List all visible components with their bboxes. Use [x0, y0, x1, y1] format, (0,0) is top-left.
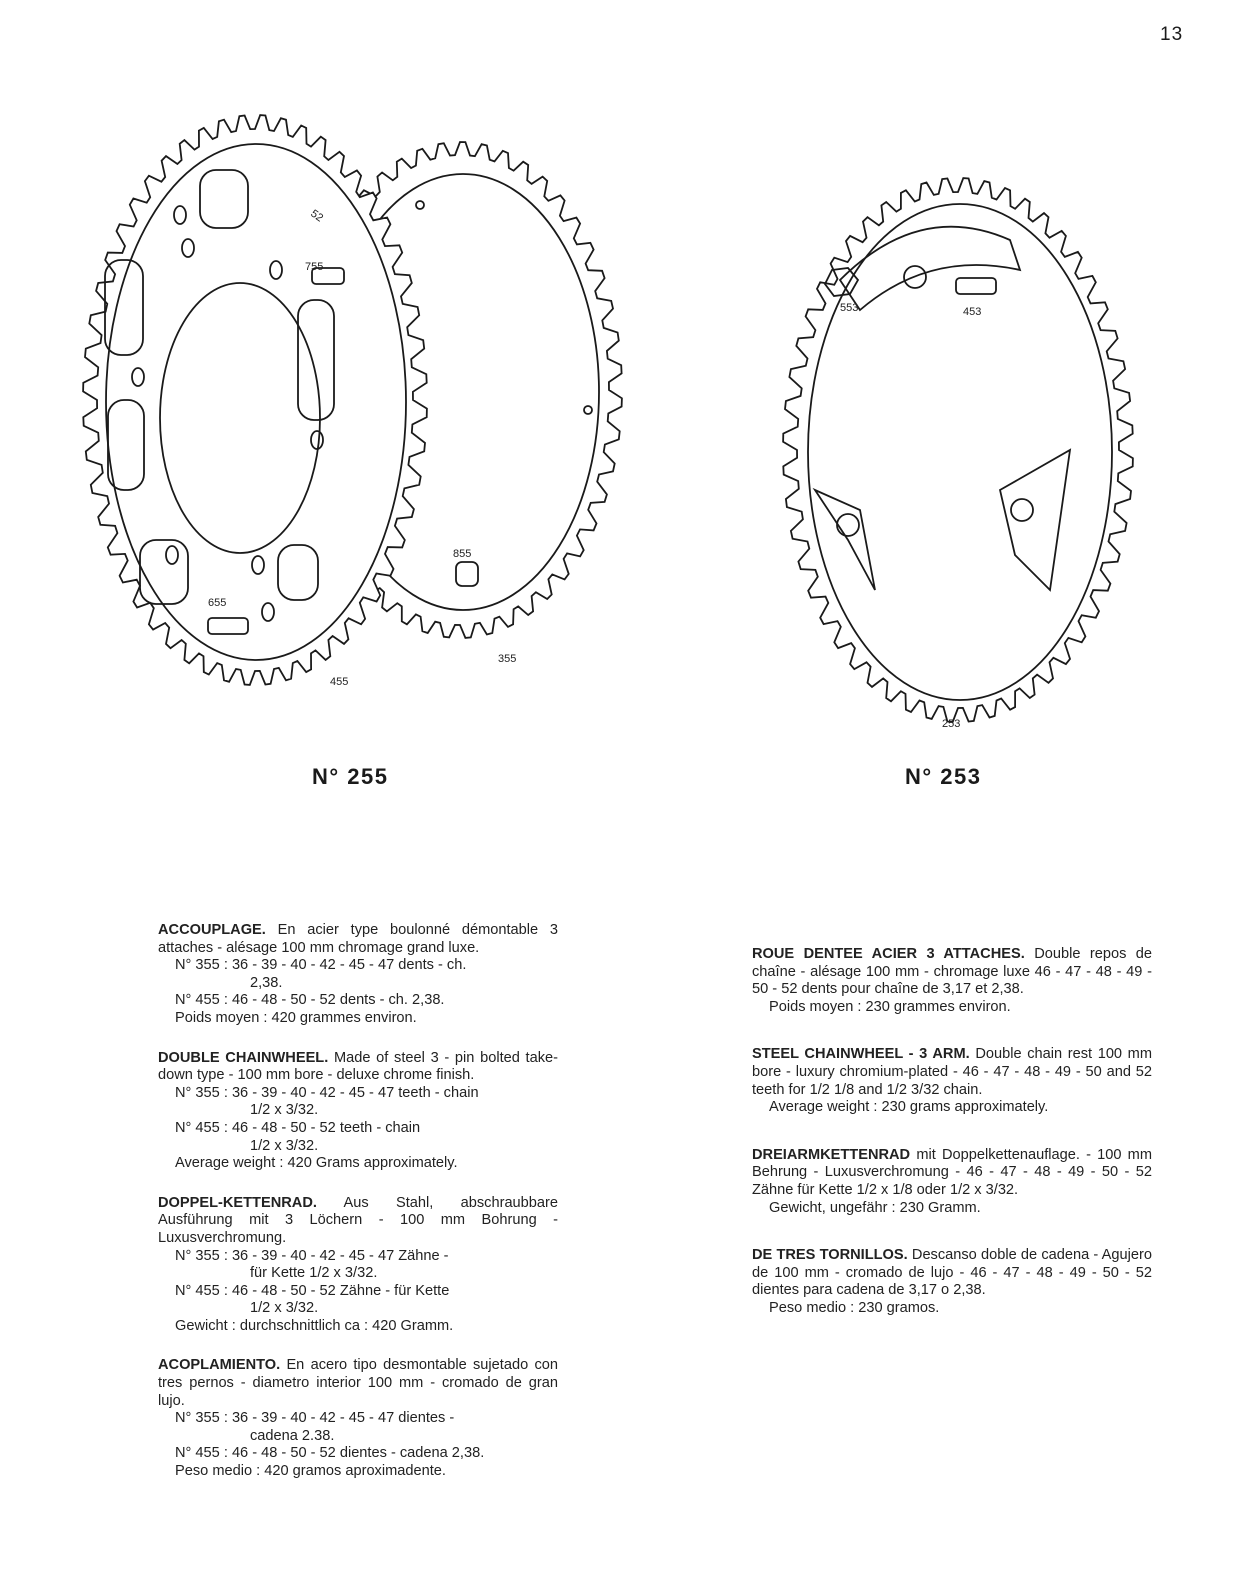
- heading-doppel-kettenrad: DOPPEL-KETTENRAD.: [158, 1194, 317, 1211]
- label-teeth-52: 52: [308, 207, 326, 225]
- body-text: Made of steel 3 - pin bolted take-down type - 100 mm bore - deluxe chrome finish.: [158, 1049, 558, 1084]
- ring-253-teeth: [783, 178, 1133, 722]
- description-german-253: [752, 1147, 1152, 1217]
- heading-dreiarmkettenrad: DREIARMKETTENRAD: [752, 1146, 911, 1163]
- weight-line: Poids moyen : 420 grammes environ.: [175, 1009, 417, 1026]
- heading-roue-dentee: ROUE DENTEE ACIER 3 ATTACHES.: [752, 946, 1025, 962]
- weight-line: Average weight : 420 Grams approximately.: [175, 1155, 458, 1172]
- heading-de-tres-tornillos: DE TRES TORNILLOS.: [752, 1247, 908, 1264]
- page-number: 13: [1160, 24, 1184, 45]
- spec-line-455: N° 455 : 46 - 48 - 50 - 52 dientes - cadena 2,38.: [175, 1445, 485, 1462]
- body-text: Aus Stahl, abschraubbare Ausführung mit 3 Löchern - 100 mm Bohrung - Luxusverchromung.: [158, 1194, 558, 1246]
- description-german-255: [158, 1195, 558, 1336]
- three-arm-chainwheel-illustration: [770, 160, 1150, 740]
- weight-line: Gewicht : durchschnittlich ca : 420 Gramm.: [175, 1317, 454, 1334]
- heading-acoplamiento: ACOPLAMIENTO.: [158, 1357, 281, 1374]
- spec-line-455: N° 455 : 46 - 48 - 50 - 52 Zähne - für Kette: [175, 1282, 450, 1299]
- description-english-255: [158, 1050, 558, 1173]
- double-chainwheel-illustration: [80, 100, 640, 720]
- spec-line-455: N° 455 : 46 - 48 - 50 - 52 dents - ch. 2,38.: [175, 992, 445, 1009]
- chainring-253: [783, 178, 1133, 722]
- three-arm-chainwheel-drawing: [770, 160, 1150, 740]
- big-ring-teeth: [83, 115, 427, 685]
- label-ring-355: 355: [498, 653, 517, 665]
- body-text: Double repos de chaîne - alésage 100 mm - chromage luxe 46 - 47 - 48 - 49 - 50 - 52 dents pour chaîne de 3,17 et 2,38.: [752, 946, 1153, 998]
- left-description-column: [158, 922, 558, 1503]
- body-text: Double chain rest 100 mm bore - luxury chromium-plated - 46 - 47 - 48 - 49 - 50 and 52 teeth for 1/2 1/8 and 1/2 3/32 chain.: [752, 1046, 1152, 1098]
- label-bolt-453: 453: [963, 306, 982, 318]
- heading-accouplage: ACCOUPLAGE.: [158, 922, 266, 938]
- description-french-255: [158, 922, 558, 1028]
- heading-steel-chainwheel: STEEL CHAINWHEEL - 3 ARM.: [752, 1046, 970, 1063]
- spec-line-355-cont: 2,38.: [250, 974, 283, 991]
- body-text: En acier type boulonné démontable 3 attaches - alésage 100 mm chromage grand luxe.: [158, 922, 558, 956]
- spec-line-355: N° 355 : 36 - 39 - 40 - 42 - 45 - 47 Zähne -: [175, 1247, 449, 1264]
- spec-line-455: N° 455 : 46 - 48 - 50 - 52 teeth - chain: [175, 1119, 421, 1136]
- label-ring-253: 253: [942, 718, 961, 730]
- spec-line-355: N° 355 : 36 - 39 - 40 - 42 - 45 - 47 dientes -: [175, 1410, 455, 1427]
- description-english-253: [752, 1046, 1152, 1116]
- heading-double-chainwheel: DOUBLE CHAINWHEEL.: [158, 1049, 329, 1066]
- right-description-column: [752, 946, 1152, 1340]
- spec-line-455-cont: 1/2 x 3/32.: [250, 1137, 319, 1154]
- body-text: mit Doppelkettenauflage. - 100 mm Behrung - Luxusverchromung - 46 - 47 - 48 - 49 - 50 - 52 Zähne für Kette 1/2 x 1/8 oder 1/2 x 3/32.: [752, 1146, 1152, 1198]
- spec-line-355-cont: 1/2 x 3/32.: [250, 1102, 319, 1119]
- weight-line: Gewicht, ungefähr : 230 Gramm.: [769, 1199, 981, 1216]
- weight-line: Poids moyen : 230 grammes environ.: [769, 998, 1011, 1015]
- description-spanish-253: [752, 1247, 1152, 1317]
- label-bolt-655: 655: [208, 597, 227, 609]
- body-text: Descanso doble de cadena - Agujero de 100 mm - cromado de lujo - 46 - 47 - 48 - 49 - 50 - 52 dientes para cadena de 3,17 o 2,38.: [752, 1247, 1152, 1299]
- model-number-253: N° 253: [905, 764, 982, 789]
- double-chainwheel-drawing: [80, 100, 640, 720]
- label-spacer-855: 855: [453, 548, 472, 560]
- description-spanish-255: [158, 1357, 558, 1480]
- spec-line-355-cont: für Kette 1/2 x 3/32.: [250, 1265, 378, 1282]
- model-number-255: N° 255: [312, 764, 389, 789]
- spec-line-355: N° 355 : 36 - 39 - 40 - 42 - 45 - 47 teeth - chain: [175, 1084, 479, 1101]
- body-text: En acero tipo desmontable sujetado con tres pernos - diametro interior 100 mm - cromado de gran lujo.: [158, 1357, 558, 1409]
- weight-line: Peso medio : 420 gramos aproximadente.: [175, 1463, 446, 1480]
- weight-line: Peso medio : 230 gramos.: [769, 1299, 940, 1316]
- description-french-253: [752, 946, 1152, 1016]
- spec-line-355-cont: cadena 2.38.: [250, 1427, 335, 1444]
- label-bolt-755: 755: [305, 261, 324, 273]
- label-nut-553: 553: [840, 302, 859, 314]
- spec-line-455-cont: 1/2 x 3/32.: [250, 1300, 319, 1317]
- label-ring-455: 455: [330, 676, 349, 688]
- big-chainring-455: [83, 115, 427, 685]
- spec-line-355: N° 355 : 36 - 39 - 40 - 42 - 45 - 47 dents - ch.: [175, 957, 467, 974]
- weight-line: Average weight : 230 grams approximately.: [769, 1099, 1049, 1116]
